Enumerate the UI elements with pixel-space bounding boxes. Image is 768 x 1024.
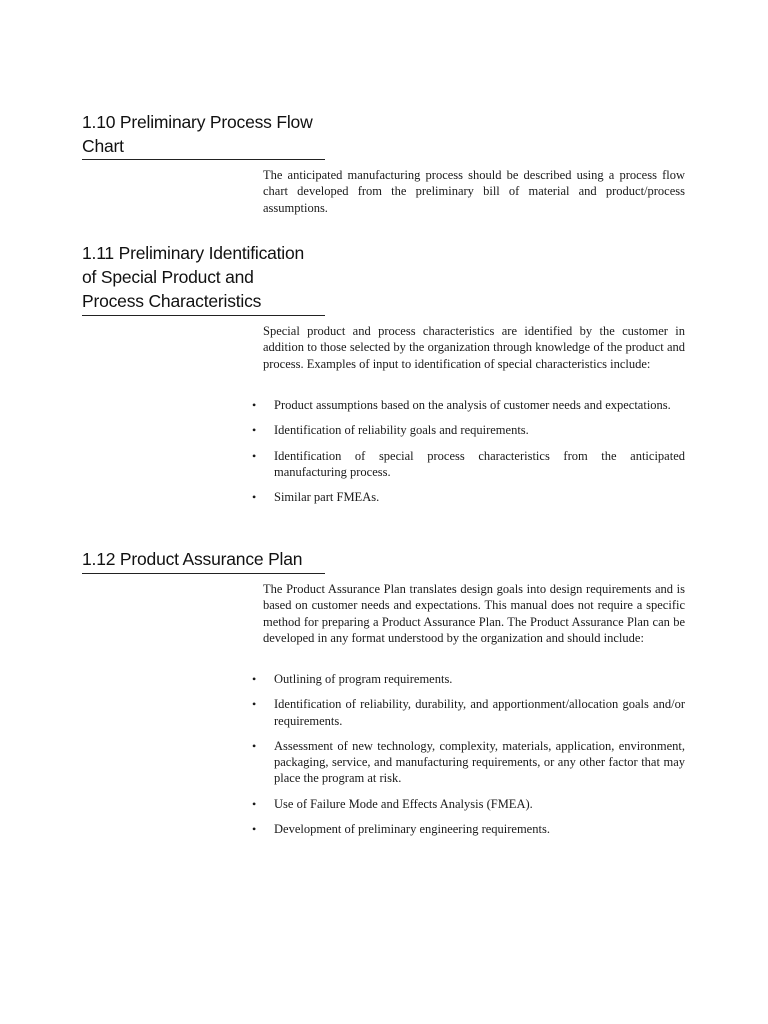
list-item-text: Identification of reliability, durability, and apportionment/allocation goals and/or requirements. [274,697,685,728]
bullet-list-1-12 [250,671,685,846]
bullet-icon: • [252,738,257,753]
heading-line: 1.10 Preliminary Process Flow [82,112,313,132]
heading-underline [82,573,325,574]
bullet-icon: • [252,448,257,463]
list-item [250,671,685,687]
bullet-icon: • [252,796,257,811]
list-item-text: Use of Failure Mode and Effects Analysis (FMEA). [274,796,533,811]
heading-underline [82,159,325,160]
list-item-text: Assessment of new technology, complexity, materials, application, environment, packaging, service, and manufacturing requirements, or any other factor that may place the program at risk. [274,738,685,786]
bullet-icon: • [252,697,257,712]
section-paragraph-1-12: The Product Assurance Plan translates design goals into design requirements and is based on customer needs and expectations. This manual does not require a specific method for preparing a Product Assurance Plan. The Product Assurance Plan can be developed in any format understood by the organization and should include: [263,582,685,645]
list-item [250,489,685,505]
list-item [250,796,685,812]
bullet-icon: • [252,822,257,837]
heading-line: Process Characteristics [82,291,262,311]
list-item [250,422,685,438]
heading-line: 1.11 Preliminary Identification [82,243,305,263]
list-item-text: Development of preliminary engineering requirements. [274,822,550,837]
list-item [250,397,685,413]
bullet-icon: • [252,398,257,412]
section-heading-1-12 [82,547,326,571]
heading-line: of Special Product and [82,267,254,287]
heading-line: Chart [82,136,124,156]
list-item-text: Outlining of program requirements. [274,672,453,686]
list-item [250,448,685,481]
bullet-icon: • [252,490,257,505]
list-item-text: Similar part FMEAs. [274,490,380,505]
list-item [250,738,685,787]
section-paragraph-1-10: The anticipated manufacturing process should be described using a process flow chart developed from the preliminary bill of material and product/process assumptions. [263,168,685,215]
bullet-icon: • [252,672,257,686]
list-item [250,696,685,729]
bullet-icon: • [252,423,257,438]
heading-line: 1.12 Product Assurance Plan [82,549,303,569]
list-item-text: Product assumptions based on the analysis of customer needs and expectations. [274,398,671,412]
heading-underline [82,315,325,316]
list-item-text: Identification of special process characteristics from the anticipated manufacturing process. [274,448,685,479]
list-item [250,821,685,837]
section-heading-1-10 [82,110,326,158]
list-item-text: Identification of reliability goals and requirements. [274,423,529,438]
bullet-list-1-11 [250,397,685,514]
section-paragraph-1-11: Special product and process characteristics are identified by the customer in addition to those selected by the organization through knowledge of the product and process. Examples of input to identification of special characteristics include: [263,324,685,371]
section-heading-1-11 [82,241,326,313]
